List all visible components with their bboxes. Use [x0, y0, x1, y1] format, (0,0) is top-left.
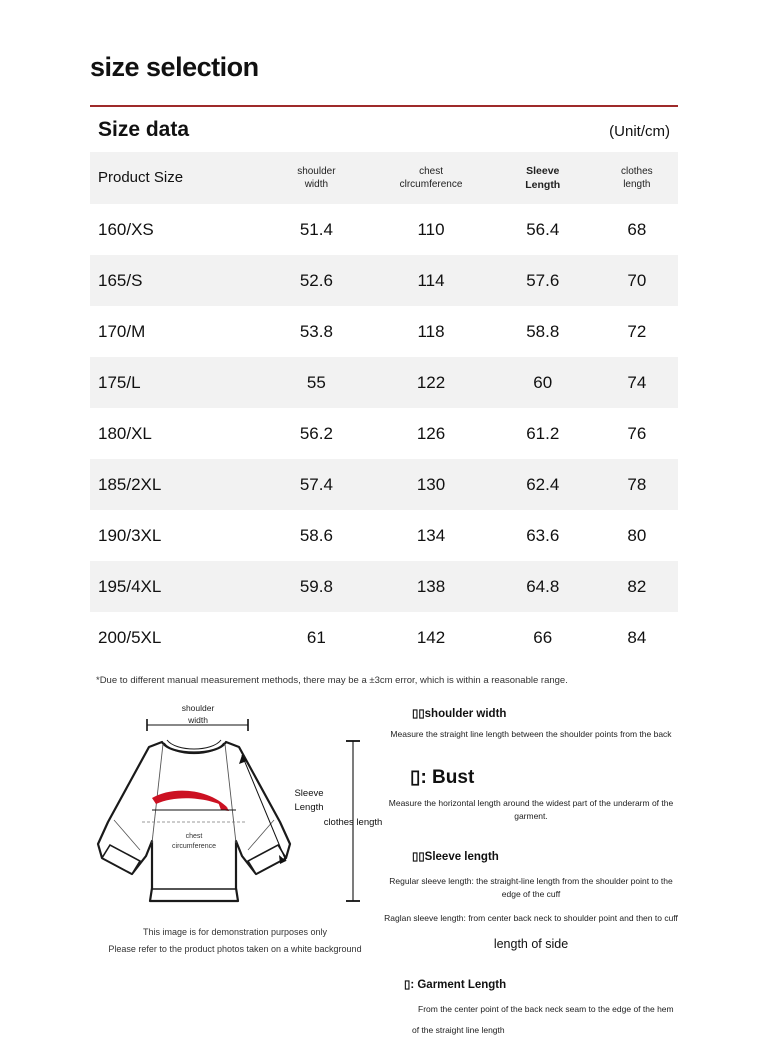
instruction-body-garment-2: of the straight line length: [412, 1024, 505, 1035]
table-cell-length: 78: [627, 474, 647, 494]
instruction-heading-shoulder: ▯▯shoulder width: [412, 707, 507, 720]
table-cell-sleeve: 62.4: [526, 474, 560, 494]
table-row: [90, 459, 678, 510]
column-header-line1: clothes: [620, 165, 653, 177]
column-header-shoulder-width: [261, 152, 373, 204]
table-row: [90, 204, 678, 255]
column-header-chest-circumference: [372, 152, 490, 204]
table-cell-sleeve: 64.8: [526, 576, 560, 596]
column-header-line2: Length: [525, 179, 561, 192]
table-row: [90, 510, 678, 561]
svg-text:circumference: circumference: [172, 842, 216, 850]
table-cell-size: 190/3XL: [98, 525, 162, 545]
column-header-clothes-length: [596, 152, 678, 204]
instruction-body-sleeve-regular: Regular sleeve length: the straight-line length from the shoulder point to the edge of the cuff: [389, 875, 673, 899]
table-cell-size: 195/4XL: [98, 576, 162, 596]
table-cell-shoulder: 61: [306, 627, 326, 647]
lower-section: [90, 698, 678, 1037]
instruction-heading-garment: ▯: Garment Length: [404, 979, 507, 992]
table-cell-shoulder: 59.8: [299, 576, 333, 596]
table-cell-chest: 126: [416, 423, 446, 443]
size-data-label: Size data: [98, 118, 190, 141]
instruction-bust: [384, 766, 678, 823]
svg-text:clothes length: clothes length: [323, 816, 383, 828]
table-cell-chest: 130: [416, 474, 446, 494]
table-cell-chest: 138: [416, 576, 446, 596]
table-cell-sleeve: 66: [533, 627, 553, 647]
page-title: size selection: [90, 52, 259, 82]
table-cell-length: 82: [627, 576, 647, 596]
table-cell-size: 200/5XL: [98, 627, 162, 647]
table-cell-length: 80: [627, 525, 647, 545]
table-header: [90, 152, 678, 204]
table-cell-shoulder: 52.6: [299, 270, 333, 290]
instruction-body-sleeve-raglan: Raglan sleeve length: from center back neck to shoulder point and then to cuff: [384, 913, 678, 924]
instruction-sleeve-length: [384, 849, 678, 951]
table-cell-sleeve: 63.6: [526, 525, 560, 545]
table-cell-sleeve: 58.8: [526, 321, 560, 341]
table-body: [90, 204, 678, 663]
table-row: [90, 255, 678, 306]
svg-text:Sleeve: Sleeve: [294, 787, 324, 799]
table-cell-length: 70: [627, 270, 647, 290]
table-cell-size: 160/XS: [98, 219, 154, 239]
svg-text:Length: Length: [294, 801, 324, 813]
caption-line-1: This image is for demonstration purposes only: [142, 926, 328, 937]
size-data-bar: [90, 107, 678, 152]
table-cell-length: 84: [627, 627, 647, 647]
table-cell-length: 74: [627, 372, 647, 392]
instruction-shoulder-width: [384, 706, 678, 741]
table-cell-chest: 134: [416, 525, 446, 545]
garment-diagram-column: [90, 698, 383, 1037]
table-cell-shoulder: 55: [306, 372, 326, 392]
instruction-length-of-side: length of side: [493, 937, 569, 952]
column-header-line2: length: [623, 179, 651, 191]
table-cell-size: 180/XL: [98, 423, 152, 443]
table-cell-shoulder: 57.4: [299, 474, 333, 494]
column-header-line1: shoulder: [297, 165, 336, 177]
column-header-line2: width: [304, 179, 329, 191]
table-cell-shoulder: 56.2: [299, 423, 333, 443]
unit-label: (Unit/cm): [609, 123, 670, 140]
column-header-line1: Sleeve: [526, 165, 560, 177]
table-cell-size: 185/2XL: [98, 474, 162, 494]
svg-text:chest: chest: [185, 832, 203, 840]
table-row: [90, 306, 678, 357]
table-header-row: [90, 152, 678, 204]
instruction-heading-sleeve: ▯▯Sleeve length: [412, 850, 499, 863]
table-cell-chest: 118: [417, 321, 445, 341]
svg-text:width: width: [188, 714, 208, 725]
table-cell-chest: 110: [417, 219, 445, 239]
table-row: [90, 561, 678, 612]
table-cell-shoulder: 58.6: [299, 525, 333, 545]
table-cell-chest: 142: [416, 627, 446, 647]
table-cell-shoulder: 51.4: [299, 219, 333, 239]
instructions-column: [380, 698, 678, 1037]
table-cell-sleeve: 57.6: [526, 270, 560, 290]
column-header-sleeve-length: [490, 152, 596, 204]
table-cell-shoulder: 53.8: [299, 321, 333, 341]
diagram-caption: [90, 924, 380, 958]
table-row: [90, 357, 678, 408]
table-row: [90, 612, 678, 663]
table-row: [90, 408, 678, 459]
table-cell-length: 76: [627, 423, 647, 443]
column-header-line2: clrcumference: [399, 179, 463, 191]
table-cell-chest: 122: [416, 372, 446, 392]
instruction-garment-length: [384, 977, 678, 1037]
measurement-note: *Due to different manual measurement methods, there may be a ±3cm error, which is within a reasonable range.: [96, 675, 568, 687]
instruction-body-shoulder: Measure the straight line length between the shoulder points from the back: [390, 728, 672, 739]
caption-line-2: Please refer to the product photos taken on a white background: [108, 943, 362, 954]
table-cell-sleeve: 61.2: [526, 423, 560, 443]
table-cell-size: 165/S: [98, 270, 143, 290]
table-cell-length: 68: [627, 219, 647, 239]
column-header-product-size: Product Size: [98, 169, 184, 187]
garment-diagram-icon: [90, 698, 383, 913]
table-cell-size: 170/M: [98, 321, 146, 341]
column-header-line1: chest: [419, 165, 443, 177]
table-cell-length: 72: [627, 321, 647, 341]
svg-text:shoulder: shoulder: [181, 702, 215, 713]
instruction-heading-bust: ▯: Bust: [410, 767, 475, 789]
table-cell-size: 175/L: [98, 372, 141, 392]
instruction-body-garment-1: From the center point of the back neck seam to the edge of the hem: [418, 1004, 674, 1015]
size-table: [90, 152, 678, 663]
instruction-body-bust: Measure the horizontal length around the widest part of the underarm of the garment.: [388, 798, 674, 822]
table-cell-sleeve: 60: [533, 372, 553, 392]
table-cell-sleeve: 56.4: [526, 219, 560, 239]
table-cell-chest: 114: [417, 270, 445, 290]
